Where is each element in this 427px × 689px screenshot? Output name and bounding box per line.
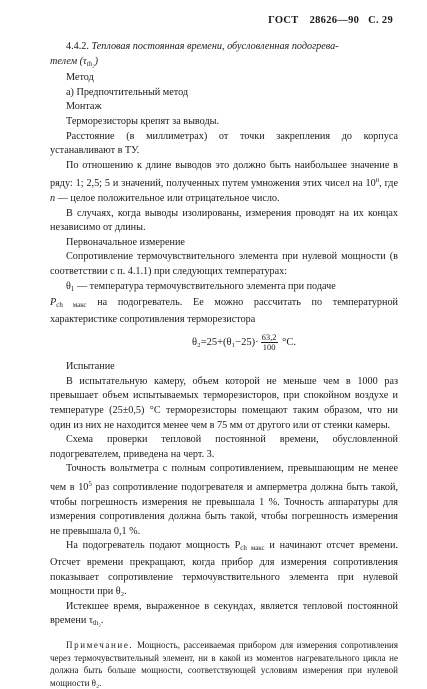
paragraph: На подогреватель подают мощность $P_{ch макс}$ и начинают отсчет времени. Отсчет времени прекращают, когда прибор для измерения сопротивления показывает сопротивление термочувствительного элемента при нулевой мощности при θ₂.: [50, 540, 398, 598]
paragraph: Точность вольтметра с полным сопротивлением, превышающим не менее чем в $10^5$ раз сопротивление подогревателя и амперметра должна быть такой, чтобы погрешность измерения не превышала 1 %. Точность аппаратуры для измерения сопротивления должна быть такой, чтобы погрешность измерения не превышала 0,1 %.: [50, 463, 398, 537]
method-item: а) Предпочтительный метод: [66, 86, 189, 98]
mount-heading: Монтаж: [66, 101, 102, 113]
note: [50, 639, 398, 689]
formula-fraction: $\frac{63,2}{100}$: [261, 332, 277, 353]
document-body: [50, 40, 398, 689]
page-number: С. 29: [368, 15, 393, 26]
paragraph: По отношению к длине выводов это должно быть наибольшее значение в ряду: 1; 2,5; 5 и значений, полученных путем умножения этих чисел на 10$^n$, где n — целое положительное или отрицательное число.: [50, 159, 398, 204]
paragraph: $\theta_1$ — температура термочувствительного элемента при подаче: [66, 280, 336, 293]
paragraph: В случаях, когда выводы изолированы, измерения проводят на их концах независимо от длины.: [50, 207, 398, 234]
paragraph: Истекшее время, выраженное в секундах, является тепловой постоянной времени $\tau_{th_2}$.: [50, 600, 398, 628]
standard-label: ГОСТ: [268, 15, 299, 26]
section-title-cont: телем $(\tau_{th_2})$: [50, 55, 98, 68]
note-text: Мощность, рассеиваемая прибором для измерения сопротивления через термочувствительный элемент, ни в какой из моментов нагревательного цикла не должна быть больше мощности, соответствующей условиям измерения при нулевой мощности θ₂.: [50, 639, 398, 688]
page-header: [268, 15, 393, 26]
test-heading: Испытание: [66, 361, 115, 373]
section-title: 4.4.2. Тепловая постоянная времени, обусловленная подогрева-: [66, 41, 339, 52]
paragraph: В испытательную камеру, объем которой не меньше чем в 1000 раз превышает объем испытываемых терморезисторов, при спокойном воздухе и температуре (25±0,5) °C терморезисторы помещают таким образом, что ни один из них не находится менее чем в 75 мм от другого или от стенки камеры.: [50, 375, 398, 431]
paragraph: Терморезисторы крепят за выводы.: [66, 115, 220, 127]
section-number: 4.4.2.: [66, 41, 89, 52]
paragraph: $P_{ch макс}$ на подогреватель. Ее можно рассчитать по температурной характеристике сопротивления терморезистора: [50, 297, 398, 325]
initial-measurement-heading: Первоначальное измерение: [66, 236, 185, 248]
method-heading: Метод: [66, 72, 94, 84]
standard-number: 28626—90: [309, 15, 360, 26]
paragraph: Схема проверки тепловой постоянной времени, обусловленной подогревателем, приведена на черт. 3.: [50, 434, 398, 460]
formula: θ₂=25+(θ₁−25)· $\frac{63,2}{100}$ °C.: [192, 332, 296, 353]
paragraph: Сопротивление термочувствительного элемента при нулевой мощности (в соответствии с п. 4.1.1) при следующих температурах:: [50, 251, 398, 277]
note-label: Примечание.: [66, 639, 134, 650]
paragraph: Расстояние (в миллиметрах) от точки закрепления до корпуса устанавливают в ТУ.: [50, 130, 398, 157]
